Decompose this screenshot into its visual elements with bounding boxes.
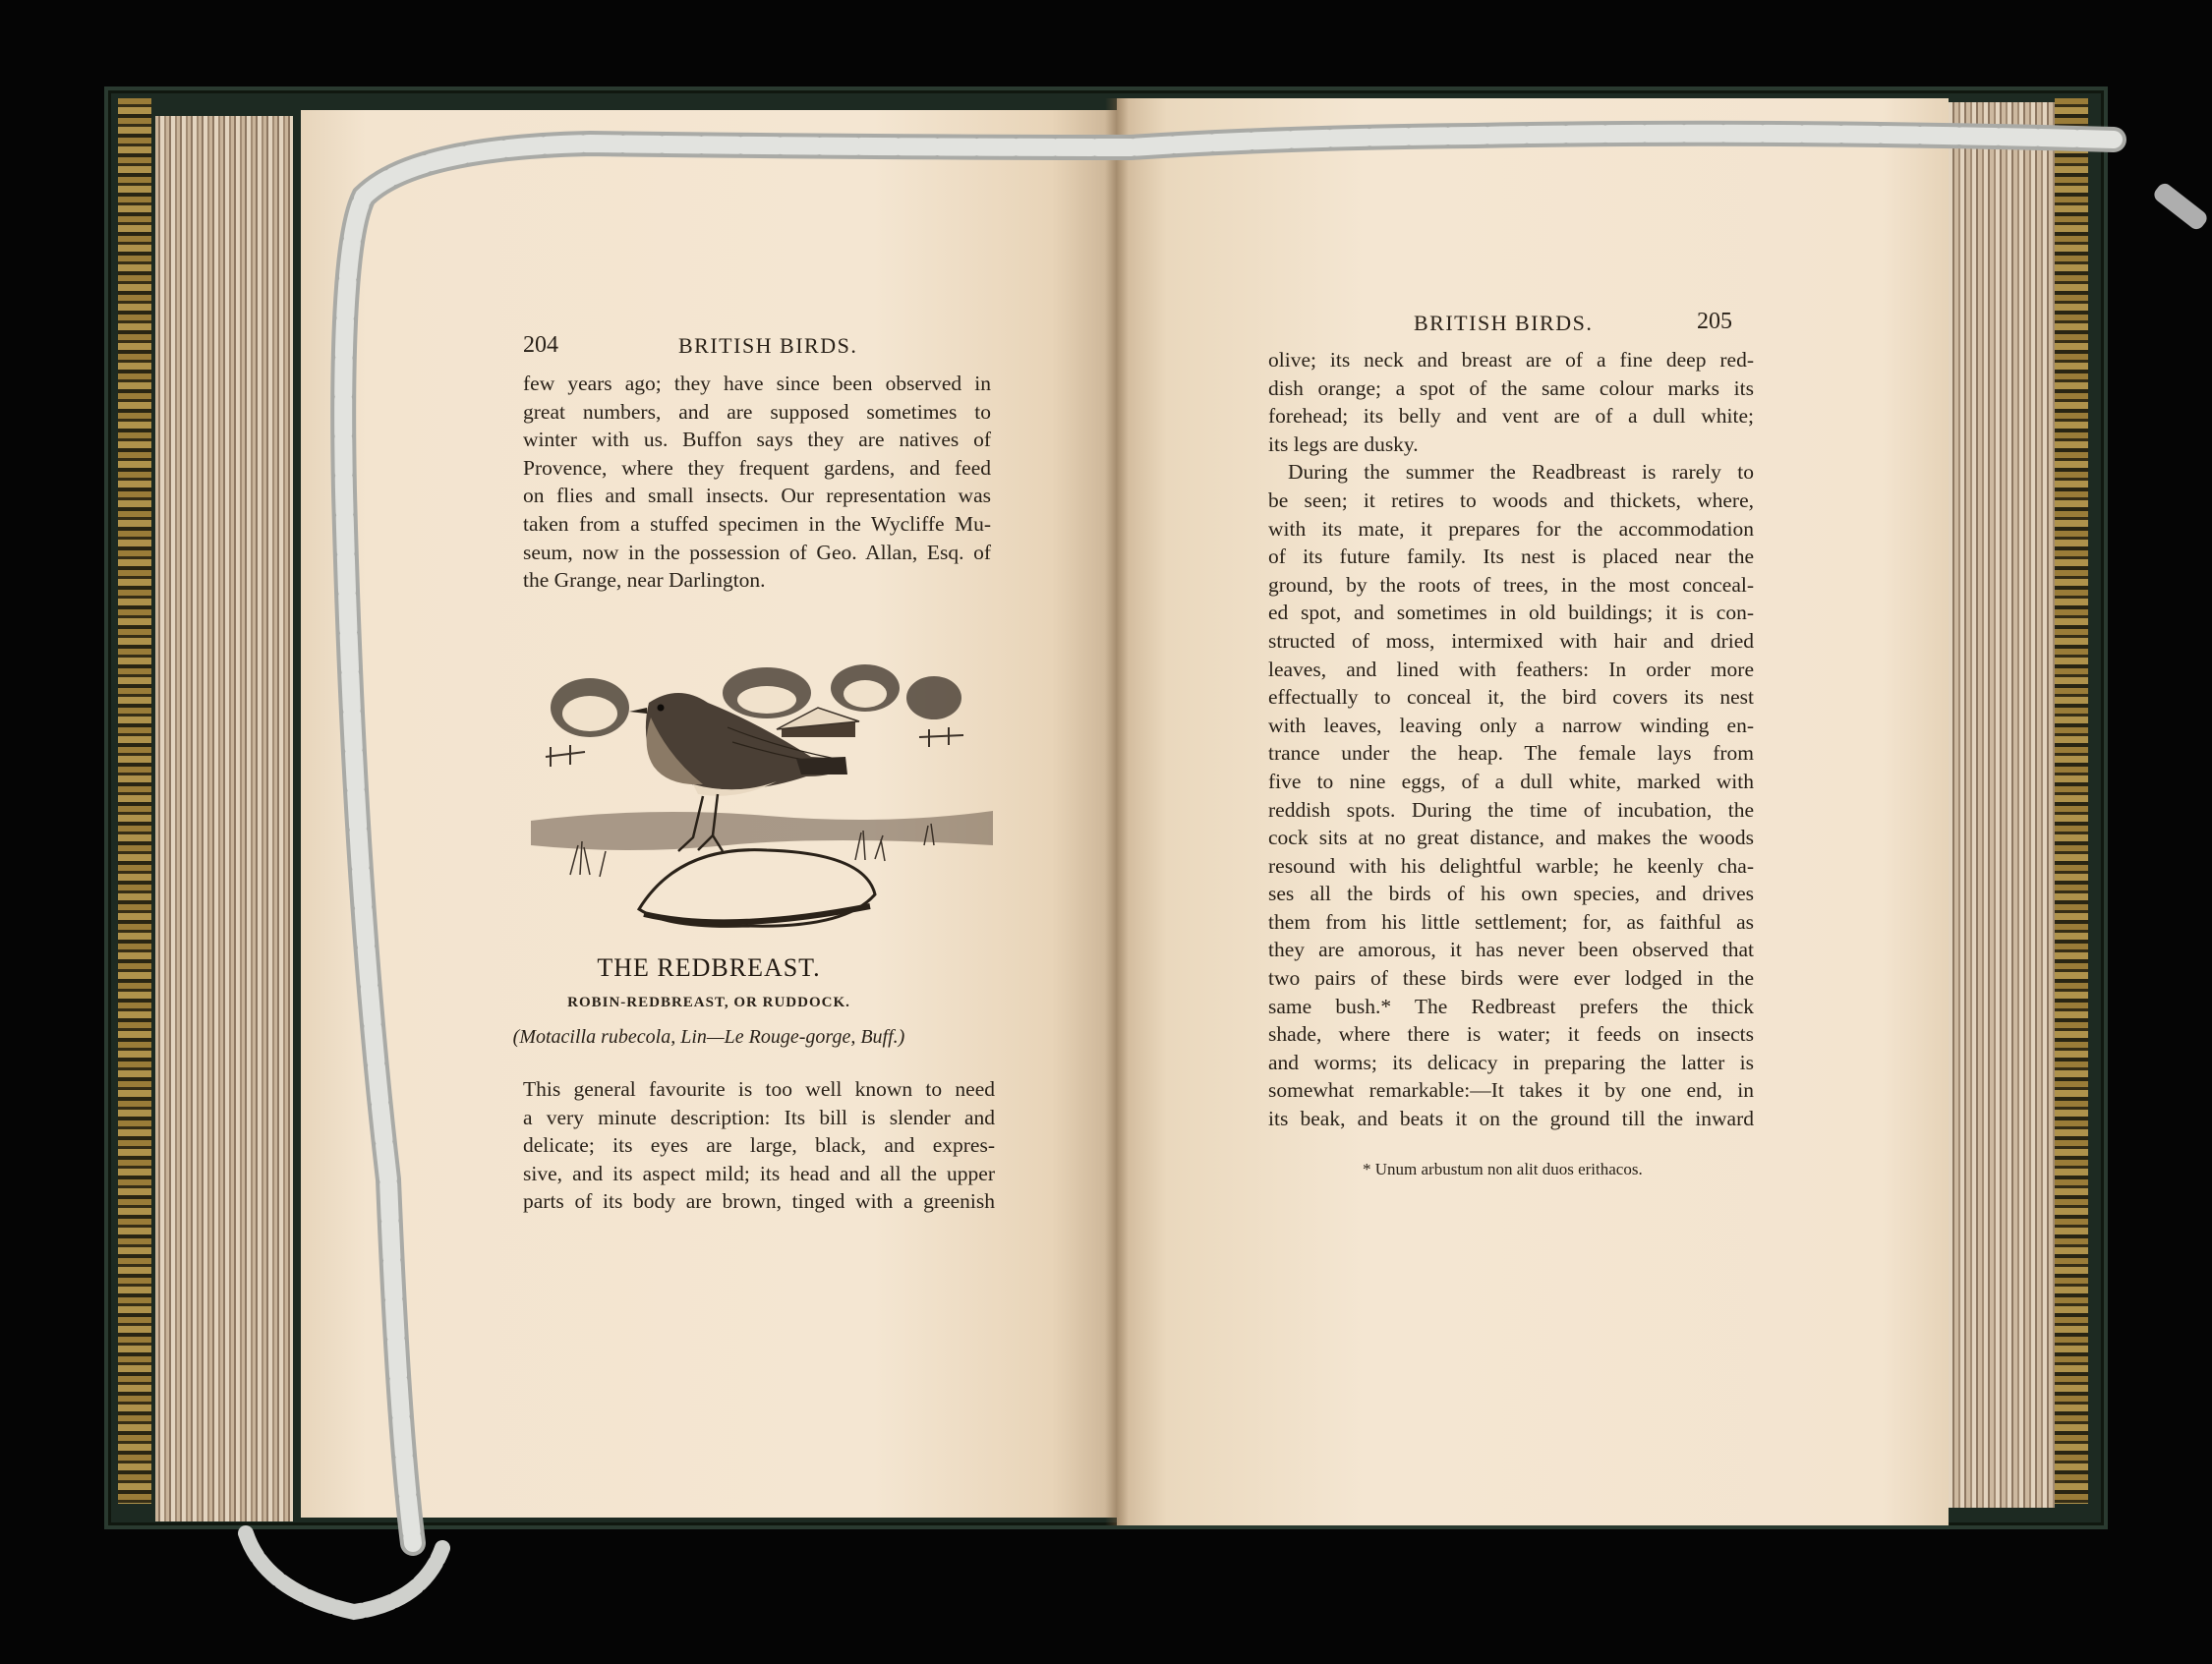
book-gutter <box>1105 98 1129 1525</box>
text-line: reddish spots. During the time of incubation, the <box>1268 797 1754 822</box>
left-page-number: 204 <box>523 332 558 358</box>
text-line: somewhat remarkable:—It takes it by one end, in <box>1268 1078 1754 1103</box>
text-line: be seen; it retires to woods and thickets, where, <box>1268 488 1754 512</box>
text-line: During the summer the Readbreast is rarely to <box>1288 460 1754 485</box>
text-line: ed spot, and sometimes in old buildings; it is con- <box>1268 601 1754 625</box>
text-line: with its mate, it prepares for the accommodation <box>1268 516 1754 541</box>
text-line: This general favourite is too well known to need <box>523 1077 995 1101</box>
text-line: with leaves, leaving only a narrow winding en- <box>1268 713 1754 737</box>
gilt-border-left <box>118 98 151 1504</box>
text-line: them from his little settlement; for, as faithful as <box>1268 909 1754 934</box>
chapter-title: THE REDBREAST. <box>597 953 821 982</box>
text-line: dish orange; a spot of the same colour marks its <box>1268 375 1754 400</box>
text-line: delicate; its eyes are large, black, and expres- <box>523 1133 995 1158</box>
text-line: cock sits at no great distance, and makes the woods <box>1268 826 1754 850</box>
left-running-head: BRITISH BIRDS. <box>678 333 858 358</box>
left-bottom-paragraph <box>523 1075 995 1216</box>
text-line: ses all the birds of his own species, and drives <box>1268 882 1754 906</box>
robin-woodcut-illustration <box>531 649 993 934</box>
text-line: five to nine eggs, of a dull white, marked with <box>1268 769 1754 793</box>
text-line: winter with us. Buffon says they are natives of <box>523 428 991 452</box>
text-line: leaves, and lined with feathers: In order more <box>1268 657 1754 681</box>
text-line: the Grange, near Darlington. <box>523 568 766 593</box>
text-line: of its future family. Its nest is placed near the <box>1268 545 1754 569</box>
text-line: on flies and small insects. Our representation was <box>523 484 991 508</box>
text-line: and worms; its delicacy in preparing the latter is <box>1268 1050 1754 1074</box>
text-line: its legs are dusky. <box>1268 431 1419 456</box>
right-page-number: 205 <box>1697 309 1732 334</box>
text-line: they are amorous, it has never been observed that <box>1268 938 1754 962</box>
text-line: taken from a stuffed specimen in the Wycliffe Mu- <box>523 511 991 536</box>
text-line: a very minute description: Its bill is slender and <box>523 1105 995 1129</box>
page-block-edges-left <box>155 116 293 1521</box>
right-running-head: BRITISH BIRDS. <box>1414 311 1594 335</box>
text-line: olive; its neck and breast are of a fine deep red- <box>1268 348 1754 372</box>
footnote: * Unum arbustum non alit duos erithacos. <box>1363 1160 1643 1178</box>
text-line: structed of moss, intermixed with hair and dried <box>1268 628 1754 653</box>
ribbon-end-icon <box>2151 181 2210 233</box>
text-line: shade, where there is water; it feeds on insects <box>1268 1022 1754 1047</box>
right-page-body <box>1268 346 1754 1133</box>
chapter-subtitle: ROBIN-REDBREAST, OR RUDDOCK. <box>567 995 850 1010</box>
text-line: great numbers, and are supposed sometimes to <box>523 399 991 424</box>
text-line: sive, and its aspect mild; its head and all the upper <box>523 1161 995 1185</box>
text-line: Provence, where they frequent gardens, and feed <box>523 455 991 480</box>
gilt-border-right <box>2055 98 2088 1504</box>
text-line: two pairs of these birds were ever lodged in the <box>1268 966 1754 991</box>
text-line: effectually to conceal it, the bird covers its nest <box>1268 685 1754 710</box>
text-line: its beak, and beats it on the ground till the inward <box>1268 1107 1754 1131</box>
text-line: seum, now in the possession of Geo. Allan, Esq. of <box>523 540 991 564</box>
page-block-edges-right <box>1947 102 2055 1508</box>
text-line: few years ago; they have since been observed in <box>523 372 991 395</box>
text-line: ground, by the roots of trees, in the most conceal- <box>1268 572 1754 597</box>
text-line: forehead; its belly and vent are of a dull white; <box>1268 404 1754 429</box>
text-line: trance under the heap. The female lays from <box>1268 741 1754 766</box>
text-line: resound with his delightful warble; he keenly cha- <box>1268 853 1754 878</box>
text-line: parts of its body are brown, tinged with a greenish <box>523 1189 995 1214</box>
text-line: same bush.* The Redbreast prefers the thick <box>1268 994 1754 1018</box>
latin-name: (Motacilla rubecola, Lin—Le Rouge-gorge, Buff.) <box>512 1026 905 1048</box>
left-top-paragraph <box>523 370 991 595</box>
